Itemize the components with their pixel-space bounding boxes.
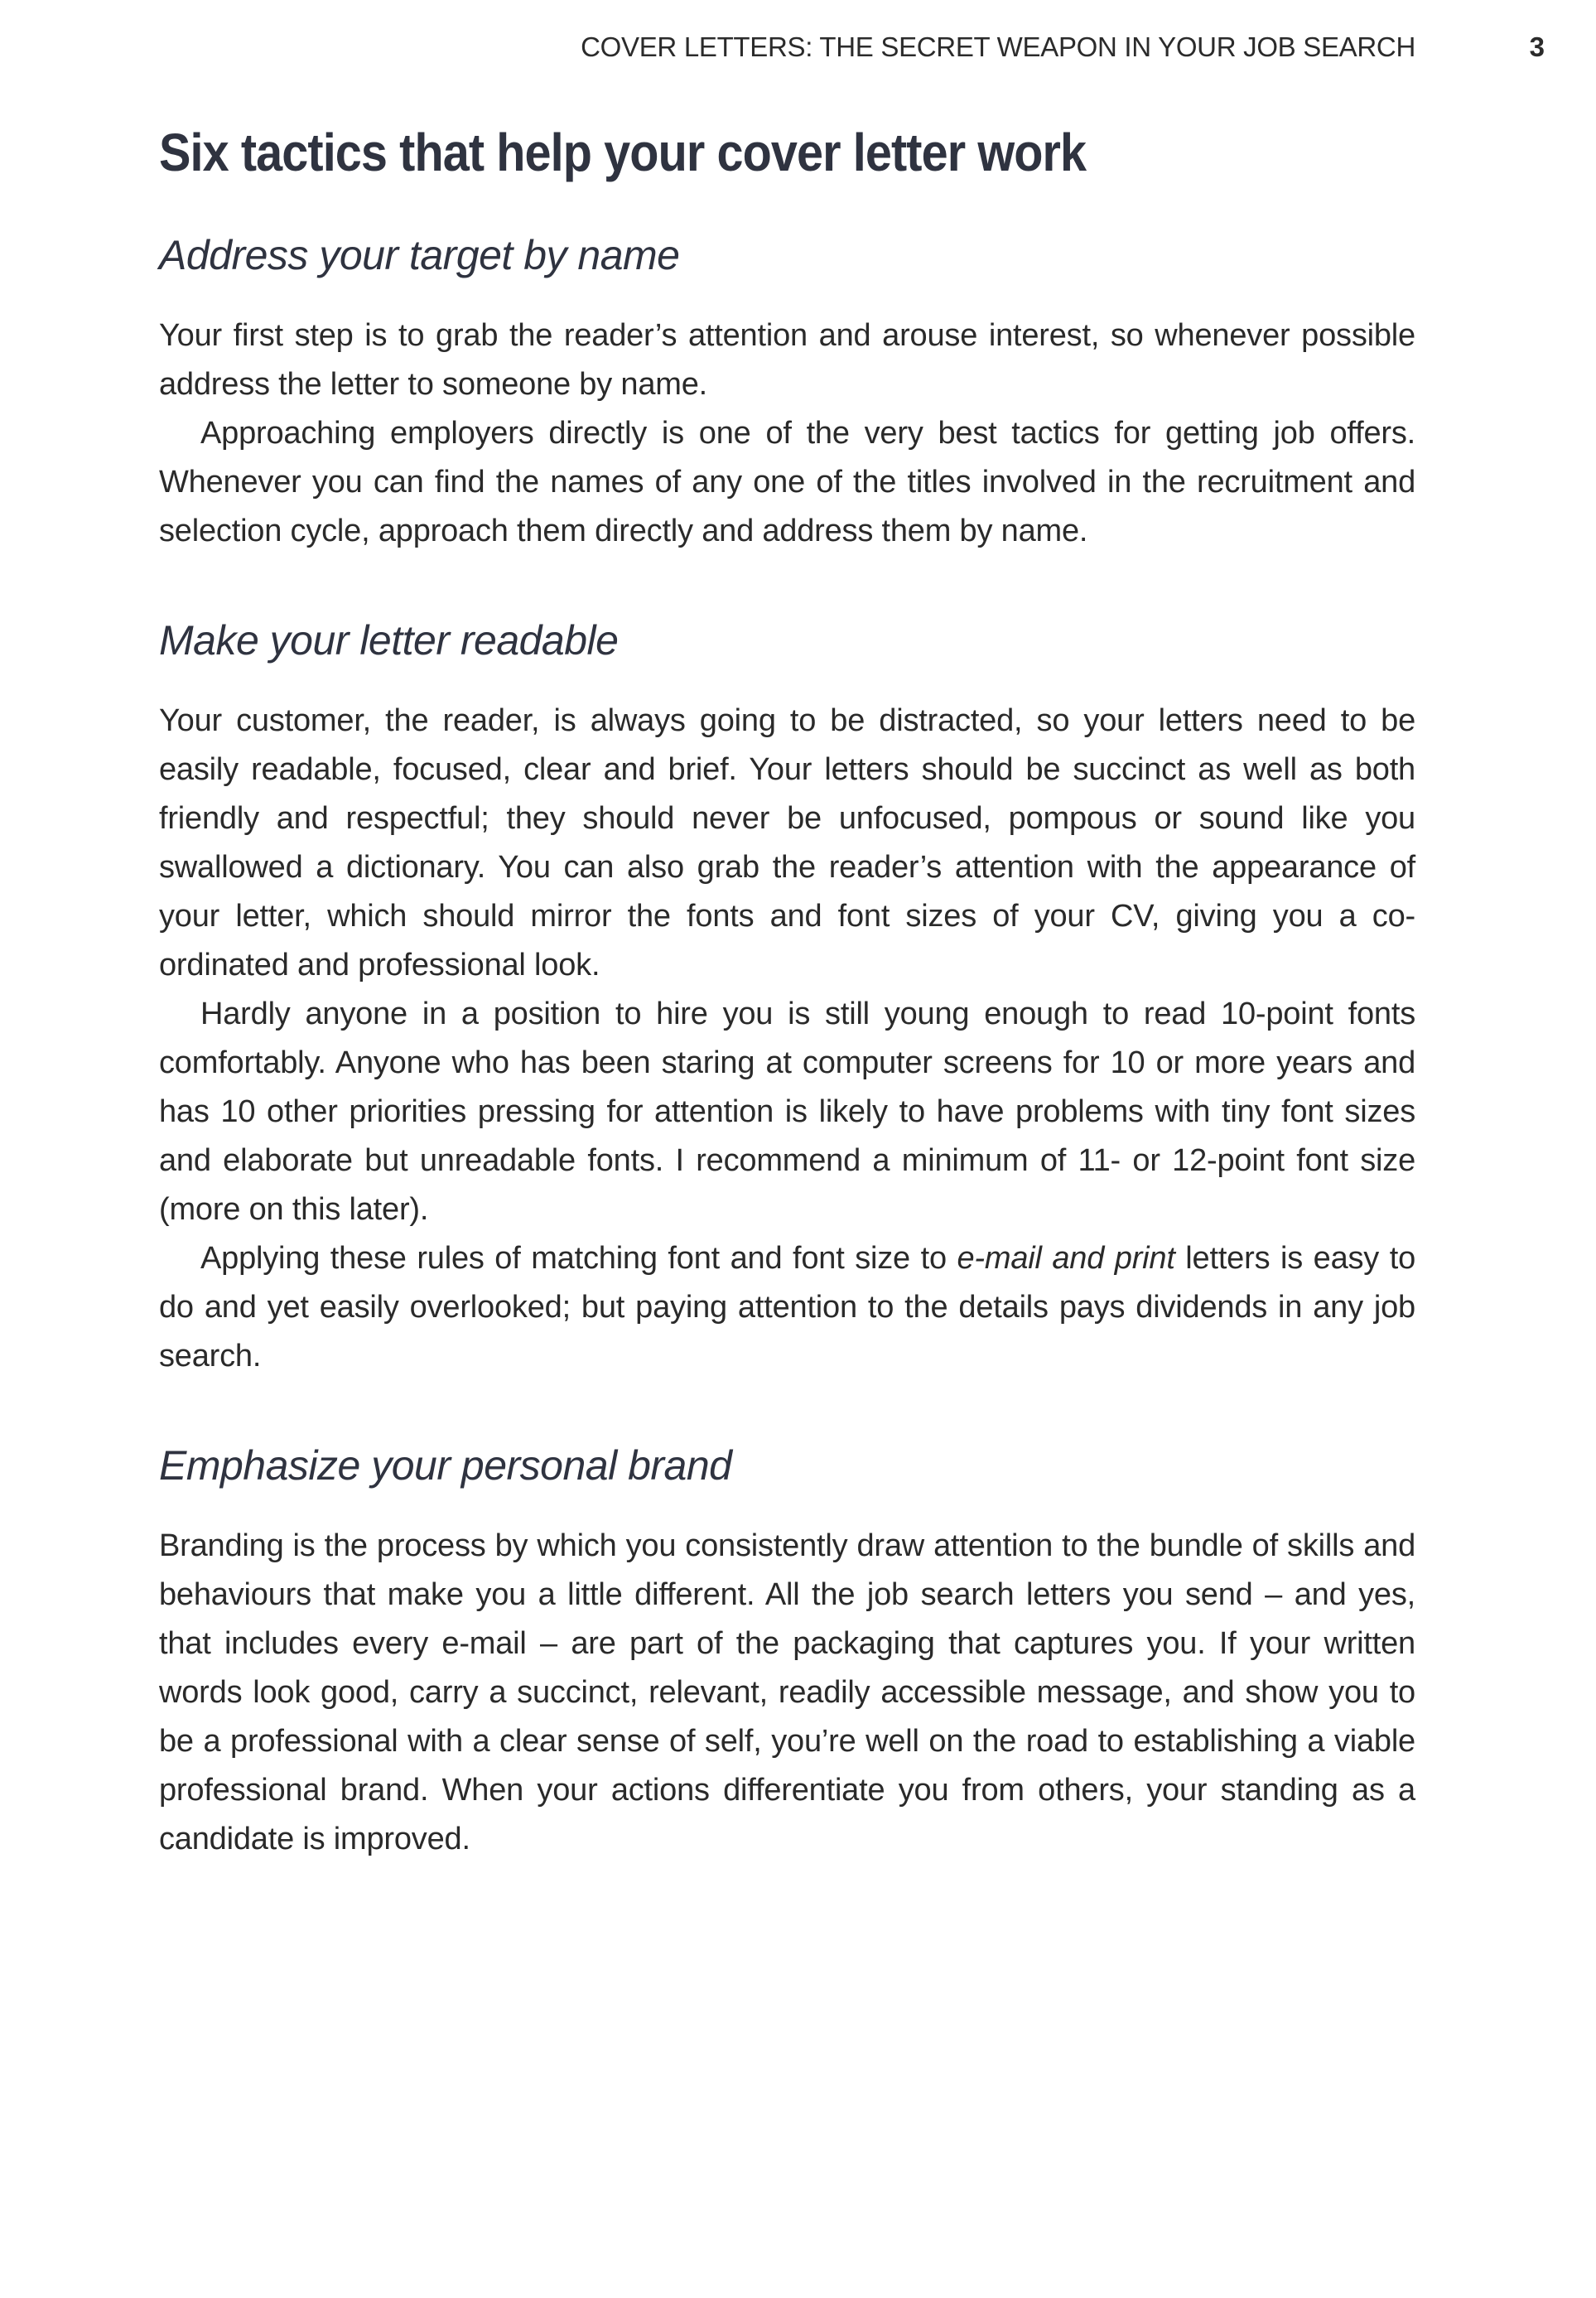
paragraph: Your first step is to grab the reader’s attention and arouse interest, so whenever possible address the letter to someone by name. <box>159 318 1415 402</box>
paragraph-text: Applying these rules of matching font and font size to <box>200 1241 957 1276</box>
page-content <box>159 116 1415 1864</box>
section-heading: Make your letter readable <box>159 617 619 664</box>
paragraph: Branding is the process by which you consistently draw attention to the bundle of skills and behaviours that make you a little different. All the job search letters you send – and yes, that includes every e-mail – are part of the packaging that captures you. If your written words look good, carry a succinct, relevant, readily accessible message, and show you to be a professional with a clear sense of self, you’re well on the road to establishing a viable professional brand. When your actions differentiate you from others, your standing as a candidate is improved. <box>159 1528 1415 1856</box>
emphasis-text: e-mail and print <box>957 1241 1175 1276</box>
section-heading: Emphasize your personal brand <box>159 1442 732 1489</box>
paragraph: Approaching employers directly is one of the very best tactics for getting job offers. Whenever you can find the names of any one of the titles involved in the recruitment and selection cycle, approach them directly and address them by name. <box>159 416 1415 548</box>
section-make-readable <box>159 609 1415 1381</box>
section-address-target <box>159 224 1415 556</box>
section-personal-brand <box>159 1434 1415 1864</box>
paragraph: Hardly anyone in a position to hire you is still young enough to read 10-point fonts comfortably. Anyone who has been staring at computer screens for 10 or more years and has 10 other priorities pressing for attention is likely to have problems with tiny font sizes and elaborate but unreadable fonts. I recommend a minimum of 11- or 12-point font size (more on this later). <box>159 997 1415 1227</box>
paragraph: Your customer, the reader, is always going to be distracted, so your letters need to be easily readable, focused, clear and brief. Your letters should be succinct as well as both friendly and respectful; they should never be unfocused, pompous or sound like you swallowed a dictionary. You can also grab the reader’s attention with the appearance of your letter, which should mirror the fonts and font sizes of your CV, giving you a co-ordinated and professional look. <box>159 703 1415 982</box>
paragraph-with-emphasis <box>159 1234 1415 1381</box>
section-heading: Address your target by name <box>159 232 680 278</box>
running-head: COVER LETTERS: THE SECRET WEAPON IN YOUR JOB SEARCH <box>581 31 1415 62</box>
paragraph-text: letters is easy to do and yet easily overlooked; but paying attention to the details pays dividends in any job search. <box>159 1241 1415 1373</box>
page-number: 3 <box>1529 31 1545 62</box>
chapter-title: Six tactics that help your cover letter work <box>159 123 1087 182</box>
